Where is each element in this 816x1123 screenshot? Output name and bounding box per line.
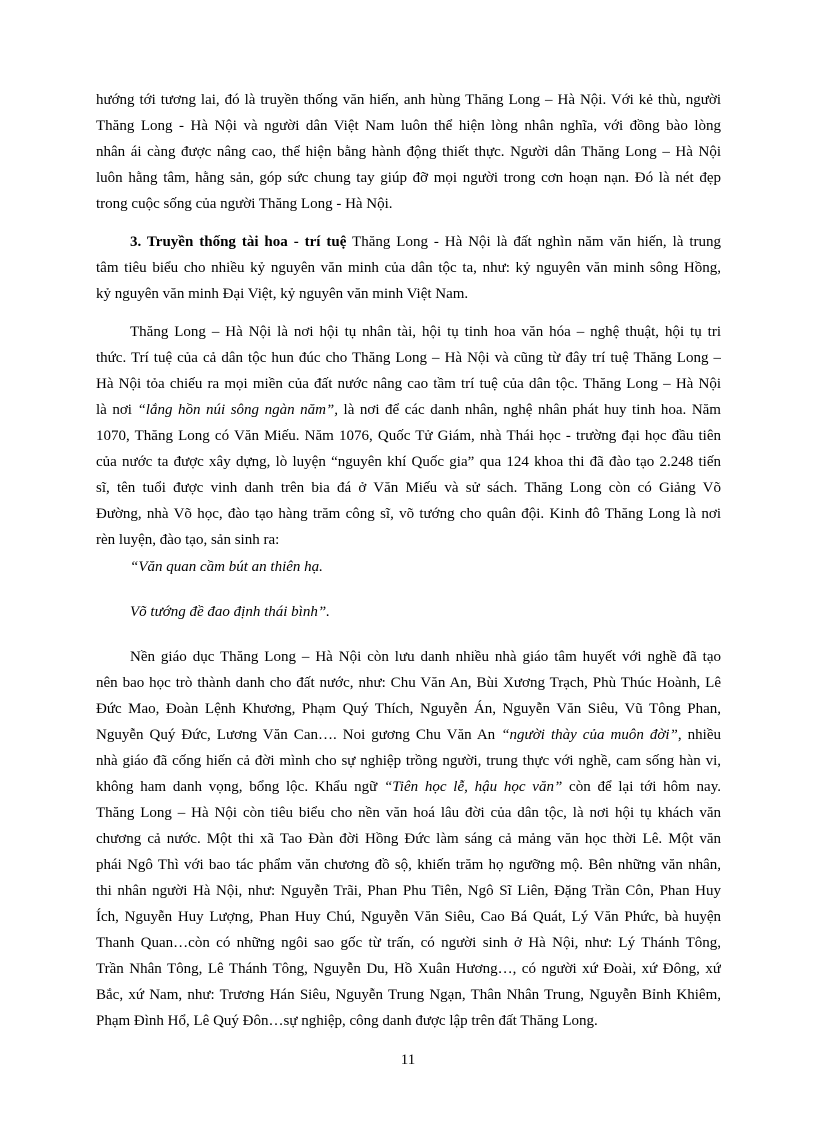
text-line: Thăng Long – Hà Nội là nơi hội tụ nhân tài, hội tụ tinh hoa văn hóa – nghệ thuật, hội tụ tri <box>130 324 721 340</box>
text-line: của nước ta được xây dựng, lò luyện “nguyên khí Quốc gia” qua 124 khoa thi đã đào tạo 2.248 tiến <box>96 454 721 470</box>
text-line: 1070, Thăng Long có Văn Miếu. Năm 1076, Quốc Tử Giám, nhà Thái học - trường đại học đầu tiên <box>96 428 721 444</box>
paragraph-talent <box>96 319 721 553</box>
page-number: 11 <box>400 1052 416 1068</box>
text-line: chương cả nước. Một thi xã Tao Đàn đời Hồng Đức làm sáng cả mảng văn học thời Lê. Một văn <box>96 831 721 847</box>
text-line: Hà Nội tỏa chiếu ra mọi miền của đất nước nâng cao tầm trí tuệ của dân tộc. Thăng Long – Hà Nội <box>96 376 721 392</box>
text-line: Trần Nhân Tông, Lê Thánh Tông, Nguyễn Du, Hồ Xuân Hương…, có người xứ Đoài, xứ Đông, xứ <box>96 961 721 977</box>
text-line: kỷ nguyên văn minh Đại Việt, kỷ nguyên văn minh Việt Nam. <box>96 286 469 302</box>
text-line: Đức Mao, Đoàn Lệnh Khương, Phạm Quý Thích, Nguyễn Án, Nguyễn Văn Siêu, Vũ Tông Phan, <box>96 701 721 717</box>
text-line: nhà giáo đã cống hiến cả đời mình cho sự nghiệp trồng người, trung thực với nghề, cam sống hàn vi, <box>96 753 721 769</box>
text-line: Ích, Nguyễn Huy Lượng, Phan Huy Chú, Nguyễn Văn Siêu, Cao Bá Quát, Lý Văn Phức, bà huyện <box>96 909 721 925</box>
text-run: Thăng Long - Hà Nội là đất nghìn năm văn hiến, là trung <box>346 234 721 250</box>
paragraph-continuation <box>96 87 721 217</box>
text-line: Bắc, xứ Nam, như: Trương Hán Siêu, Nguyễn Trung Ngạn, Thân Nhân Trung, Nguyễn Bỉnh Khiêm, <box>96 987 721 1003</box>
quote-line: Võ tướng đề đao định thái bình”. <box>130 604 330 620</box>
text-line: sĩ, tên tuổi được vinh danh trên bia đá ở Văn Miếu và sử sách. Thăng Long còn có Giảng Võ <box>96 480 721 496</box>
text-run: không ham danh vọng, bổng lộc. Khẩu ngữ <box>96 779 384 795</box>
text-run: Nguyễn Quý Đức, Lương Văn Can…. Noi gương Chu Văn An <box>96 727 502 743</box>
text-run: là nơi <box>96 402 138 418</box>
section-heading: 3. Truyền thống tài hoa - trí tuệ <box>130 234 347 250</box>
text-line: thức. Trí tuệ của cả dân tộc hun đúc cho Thăng Long – Hà Nội và cũng từ đây trí tuệ Thăng Long – <box>96 350 721 366</box>
text-line: Thanh Quan…còn có những ngôi sao gốc từ trấn, có người sinh ở Hà Nội, như: Lý Thánh Tông, <box>96 935 721 951</box>
text-line: Nền giáo dục Thăng Long – Hà Nội còn lưu danh nhiều nhà giáo tâm huyết với nghề đã tạo <box>130 649 721 665</box>
text-run: là nơi để các danh nhân, nghệ nhân phát huy tinh hoa. Năm <box>338 402 721 418</box>
text-line: Phạm Đình Hổ, Lê Quý Đôn…sự nghiệp, công danh được lập trên đất Thăng Long. <box>96 1013 598 1029</box>
text-line: Đường, nhà Võ học, đào tạo hàng trăm công sĩ, võ tướng cho quân đội. Kinh đô Thăng Long là nơi <box>96 506 721 522</box>
text-line: nhân ái càng được nâng cao, thể hiện bằng hành động thiết thực. Người dân Thăng Long – Hà Nội <box>96 144 721 160</box>
italic-quote: “người thày của muôn đời” <box>501 727 678 743</box>
paragraph-traditions <box>96 229 721 307</box>
text-line: tâm tiêu biểu cho nhiều kỷ nguyên văn minh của dân tộc ta, như: kỷ nguyên văn minh sông Hồng, <box>96 260 721 276</box>
text-line: trong cuộc sống của người Thăng Long - Hà Nội. <box>96 196 393 212</box>
text-line: thi nhân người Hà Nội, như: Nguyễn Trãi, Phan Phu Tiên, Ngô Sĩ Liên, Đặng Trần Côn, Phan Huy <box>96 883 721 899</box>
text-line: hướng tới tương lai, đó là truyền thống văn hiến, anh hùng Thăng Long – Hà Nội. Với kẻ thù, người <box>96 92 721 108</box>
text-line: rèn luyện, đào tạo, sản sinh ra: <box>96 532 280 548</box>
text-line <box>96 774 721 800</box>
text-line: Thăng Long - Hà Nội và người dân Việt Nam luôn thể hiện lòng nhân nghĩa, với đồng bào lòng <box>96 118 721 134</box>
quote-line: “Văn quan cầm bút an thiên hạ. <box>130 559 323 575</box>
text-line: phái Ngô Thì với bao tác phẩm văn chương đồ sộ, khiến trăm họ ngưỡng mộ. Bên những văn nhân, <box>96 857 721 873</box>
text-run: còn để lại tới hôm nay. <box>562 779 721 795</box>
italic-quote: “lắng hồn núi sông ngàn năm”, <box>137 402 339 418</box>
text-run: , nhiều <box>677 727 721 743</box>
text-line: luôn hằng tâm, hằng sản, góp sức chung tay giúp đỡ mọi người trong cơn hoạn nạn. Đó là nét đẹp <box>96 170 721 186</box>
text-line <box>96 229 721 255</box>
paragraph-education <box>96 644 721 1034</box>
italic-quote: “Tiên học lễ, hậu học văn” <box>383 779 563 795</box>
text-line: Thăng Long – Hà Nội còn tiêu biểu cho nền văn hoá lâu đời của dân tộc, là nơi hội tụ khách văn <box>96 805 721 821</box>
text-line: nên bao học trò thành danh cho đất nước, như: Chu Văn An, Bùi Xương Trạch, Phù Thúc Hoành, Lê <box>96 675 721 691</box>
text-line <box>96 722 721 748</box>
text-line <box>96 397 721 423</box>
